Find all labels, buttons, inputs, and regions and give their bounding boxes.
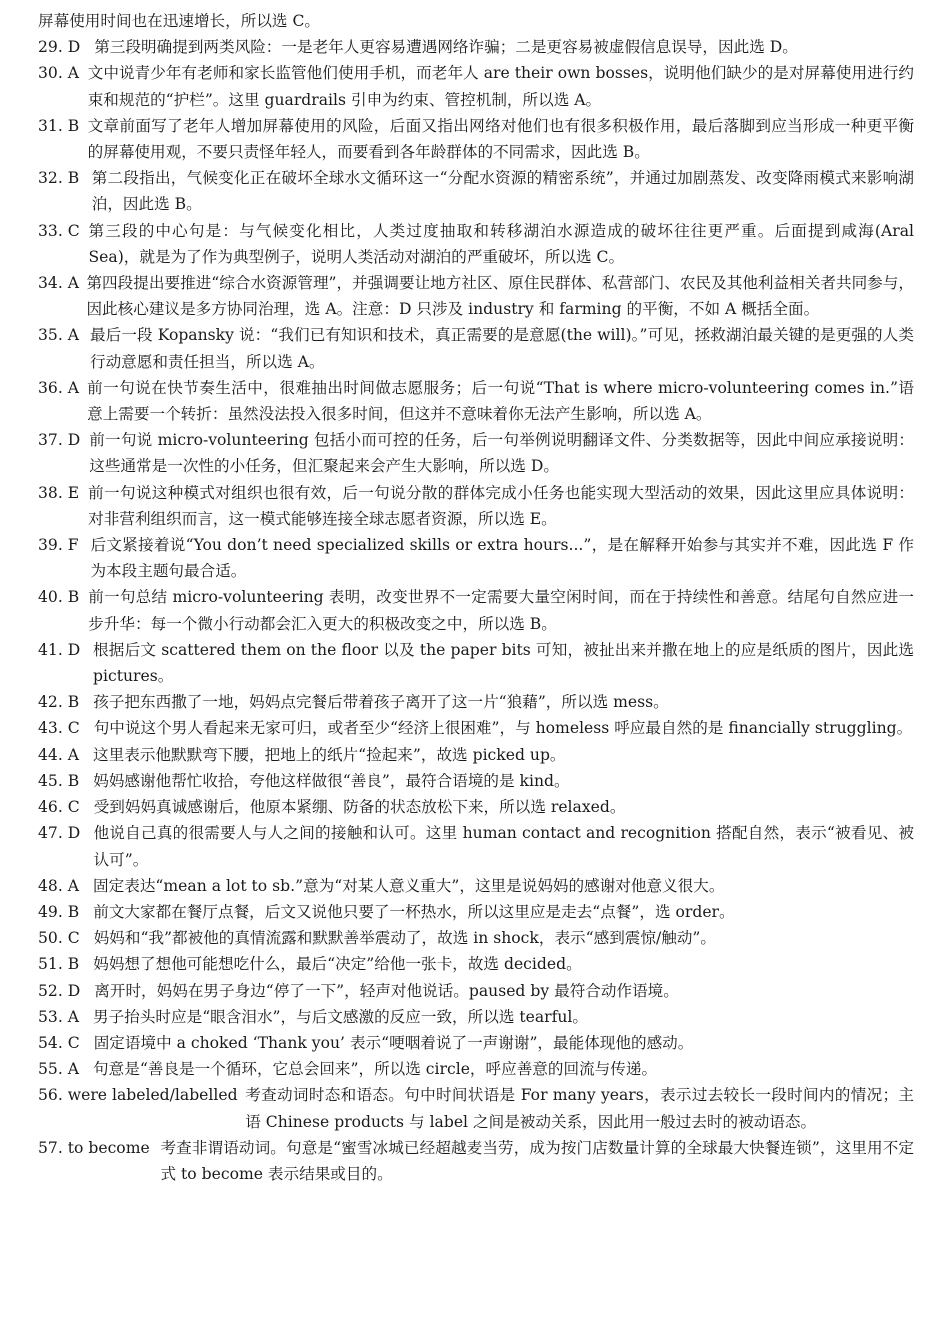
spacer	[80, 794, 94, 820]
answer-item	[38, 270, 914, 322]
spacer	[80, 427, 89, 479]
answer-number: 56. were labeled/labelled	[38, 1086, 238, 1105]
spacer	[79, 899, 93, 925]
answer-explanation: 文中说青少年有老师和家长监管他们使用手机，而老年人 are their own bosses，说明他们缺少的是对屏幕使用进行约束和规范的“护栏”。这里 guardrails 引申为约束、管控机制，所以选 A。	[87, 64, 914, 109]
answer-number: 36. A	[38, 378, 80, 397]
answer-number: 57. to become	[38, 1138, 150, 1157]
spacer	[79, 322, 90, 374]
answer-explanation: 前一句总结 micro-volunteering 表明，改变世界不一定需要大量空闲时间，而在于持续性和善意。结尾句自然应进一步升华：每一个微小行动都会汇入更大的积极改变之中，所以选 B。	[88, 588, 914, 633]
answer-explanation: 前文大家都在餐厅点餐，后文又说他只要了一杯热水，所以这里应是走去“点餐”，选 order。	[93, 902, 735, 921]
spacer	[79, 113, 87, 165]
answer-item	[38, 899, 914, 925]
answer-explanation: 这里表示他默默弯下腰，把地上的纸片“捡起来”，故选 picked up。	[93, 745, 566, 764]
answer-explanation: 固定表达“mean a lot to sb.”意为“对某人意义重大”，这里是说妈妈的感谢对他意义很大。	[93, 876, 725, 895]
spacer	[79, 532, 91, 584]
answer-item	[38, 1004, 914, 1030]
answer-item	[38, 951, 914, 977]
spacer	[79, 742, 93, 768]
answer-explanation: 前一句说这种模式对组织也很有效，后一句说分散的群体完成小任务也能实现大型活动的效果，因此这里应具体说明：对非营利组织而言，这一模式能够连接全球志愿者资源，所以选 E。	[88, 483, 914, 528]
answer-item	[38, 873, 914, 899]
spacer	[79, 1004, 93, 1030]
answer-number: 49. B	[38, 902, 80, 921]
continuation-line	[38, 8, 914, 34]
answer-number: 41. D	[38, 640, 81, 659]
spacer	[80, 820, 93, 872]
answer-item	[38, 1030, 914, 1056]
answer-explanation: 妈妈和“我”都被他的真情流露和默默善举震动了，故选 in shock，表示“感到震惊/触动”。	[93, 929, 716, 948]
answer-explanation: 离开时，妈妈在男子身边“停了一下”，轻声对他说话。paused by 最符合动作语境。	[94, 981, 679, 1000]
answer-number: 33. C	[38, 221, 80, 240]
answer-number: 31. B	[38, 116, 80, 135]
answer-number: 55. A	[38, 1060, 80, 1079]
answer-number: 34. A	[38, 274, 80, 293]
answer-explanation: 前一句说 micro-volunteering 包括小而可控的任务，后一句举例说明翻译文件、分类数据等，因此中间应承接说明：这些通常是一次性的小任务，但汇聚起来会产生大影响，所以选 D。	[89, 431, 914, 476]
answer-number: 39. F	[38, 536, 79, 555]
answer-number: 46. C	[38, 798, 80, 817]
answer-number: 35. A	[38, 326, 80, 345]
answer-explanation: 固定语境中 a choked ‘Thank you’ 表示“哽咽着说了一声谢谢”，最能体现他的感动。	[93, 1033, 694, 1052]
answer-item	[38, 715, 914, 741]
answer-explanation: 最后一段 Kopansky 说：“我们已有知识和技术，真正需要的是意愿(the will)。”可见，拯救湖泊最关键的是更强的人类行动意愿和责任担当，所以选 A。	[89, 326, 914, 371]
answer-explanation: 句中说这个男人看起来无家可归，或者至少“经济上很困难”，与 homeless 呼应最自然的是 financially struggling。	[93, 719, 913, 738]
answer-number: 37. D	[38, 431, 81, 450]
answer-item	[38, 584, 914, 636]
answer-explanation: 他说自己真的很需要人与人之间的接触和认可。这里 human contact and recognition 搭配自然，表示“被看见、被认可”。	[93, 824, 914, 869]
spacer	[79, 1056, 93, 1082]
answer-explanation: 妈妈感谢他帮忙收拾，夸他这样做很“善良”，最符合语境的是 kind。	[93, 771, 570, 790]
spacer	[80, 34, 94, 60]
spacer	[80, 637, 93, 689]
answer-item	[38, 218, 914, 270]
spacer	[80, 978, 94, 1004]
answer-explanation: 孩子把东西撒了一地，妈妈点完餐后带着孩子离开了这一片“狼藉”，所以选 mess。	[93, 693, 669, 712]
answer-number: 42. B	[38, 693, 80, 712]
answer-number: 40. B	[38, 588, 80, 607]
answer-item	[38, 60, 914, 112]
answer-explanation: 妈妈想了想他可能想吃什么，最后“决定”给他一张卡，故选 decided。	[93, 955, 582, 974]
answer-item	[38, 768, 914, 794]
answer-number: 51. B	[38, 955, 80, 974]
spacer	[80, 218, 89, 270]
answer-number: 52. D	[38, 981, 81, 1000]
answer-explanation: 第四段提出要推进“综合水资源管理”，并强调要让地方社区、原住民群体、私营部门、农民及其他利益相关者共同参与，因此核心建议是多方协同治理，选 A。注意：D 只涉及 industry 和 farming 的平衡，不如 A 概括全面。	[86, 274, 914, 319]
answer-explanation: 第三段明确提到两类风险：一是老年人更容易遭遇网络诈骗；二是更容易被虚假信息误导，因此选 D。	[94, 38, 798, 57]
spacer	[79, 60, 88, 112]
answer-number: 53. A	[38, 1007, 80, 1026]
answer-explanation: 根据后文 scattered them on the floor 以及 the paper bits 可知，被扯出来并撒在地上的应是纸质的图片，因此选 pictures。	[93, 640, 914, 686]
spacer	[79, 375, 87, 427]
answer-explanation: 第二段指出，气候变化正在破坏全球水文循环这一“分配水资源的精密系统”，并通过加剧蒸发、改变降雨模式来影响湖泊，因此选 B。	[91, 169, 914, 214]
spacer	[79, 480, 88, 532]
answer-item	[38, 1056, 914, 1082]
answer-explanations	[38, 8, 914, 1187]
answer-item	[38, 113, 914, 165]
answer-item	[38, 165, 914, 217]
answer-item	[38, 742, 914, 768]
spacer	[79, 951, 93, 977]
continuation-text: 屏幕使用时间也在迅速增长，所以选 C。	[38, 12, 320, 30]
answer-number: 45. B	[38, 771, 80, 790]
spacer	[80, 1030, 94, 1056]
answer-number: 32. B	[38, 169, 80, 188]
answer-number: 44. A	[38, 745, 80, 764]
answer-number: 50. C	[38, 929, 80, 948]
answer-item	[38, 978, 914, 1004]
answer-item	[38, 925, 914, 951]
answer-explanation: 考查动词时态和语态。句中时间状语是 For many years，表示过去较长一段时间内的情况；主语 Chinese products 与 label 之间是被动关系，因此用一般过去时的被动语态。	[245, 1086, 914, 1131]
answer-number: 38. E	[38, 483, 80, 502]
answer-number: 48. A	[38, 876, 80, 895]
answer-item	[38, 794, 914, 820]
spacer	[80, 925, 94, 951]
answer-explanation: 考查非谓语动词。句意是“蜜雪冰城已经超越麦当劳，成为按门店数量计算的全球最大快餐连锁”，这里用不定式 to become 表示结果或目的。	[160, 1138, 914, 1183]
answer-explanation: 第三段的中心句是：与气候变化相比，人类过度抽取和转移湖泊水源造成的破坏往往更严重。后面提到咸海(Aral Sea)，就是为了作为典型例子，说明人类活动对湖泊的严重破坏，所以选 C。	[88, 221, 914, 266]
answer-explanation: 前一句说在快节奏生活中，很难抽出时间做志愿服务；后一句说“That is where micro-volunteering comes in.”语意上需要一个转折：虽然没法投入很多时间，但这并不意味着你无法产生影响，所以选 A。	[87, 378, 914, 424]
answer-number: 47. D	[38, 824, 81, 843]
spacer	[238, 1082, 246, 1134]
answer-item	[38, 532, 914, 584]
answer-number: 54. C	[38, 1033, 80, 1052]
answer-number: 30. A	[38, 64, 80, 83]
answer-item	[38, 689, 914, 715]
answer-item	[38, 480, 914, 532]
answer-item	[38, 820, 914, 872]
answer-number: 29. D	[38, 38, 81, 57]
spacer	[79, 270, 86, 322]
spacer	[79, 689, 93, 715]
answer-explanation: 受到妈妈真诚感谢后，他原本紧绷、防备的状态放松下来，所以选 relaxed。	[93, 798, 626, 817]
answer-item	[38, 322, 914, 374]
answer-item	[38, 34, 914, 60]
spacer	[150, 1135, 161, 1187]
answer-item	[38, 375, 914, 427]
spacer	[80, 715, 94, 741]
spacer	[79, 584, 88, 636]
answer-explanation: 句意是“善良是一个循环，它总会回来”，所以选 circle，呼应善意的回流与传递。	[93, 1060, 658, 1079]
answer-item	[38, 1082, 914, 1134]
answer-explanation: 后文紧接着说“You don’t need specialized skills or extra hours...”，是在解释开始参与其实并不难，因此选 F 作为本段主题句最合适。	[90, 536, 914, 581]
answer-explanation: 文章前面写了老年人增加屏幕使用的风险，后面又指出网络对他们也有很多积极作用，最后落脚到应当形成一种更平衡的屏幕使用观，不要只责怪年轻人，而要看到各年龄群体的不同需求，因此选 B。	[87, 116, 914, 162]
spacer	[79, 873, 93, 899]
spacer	[79, 165, 92, 217]
answer-item	[38, 1135, 914, 1187]
answer-explanation: 男子抬头时应是“眼含泪水”，与后文感激的反应一致，所以选 tearful。	[93, 1007, 589, 1026]
answer-item	[38, 427, 914, 479]
spacer	[79, 768, 93, 794]
answer-item	[38, 637, 914, 689]
answer-number: 43. C	[38, 719, 80, 738]
